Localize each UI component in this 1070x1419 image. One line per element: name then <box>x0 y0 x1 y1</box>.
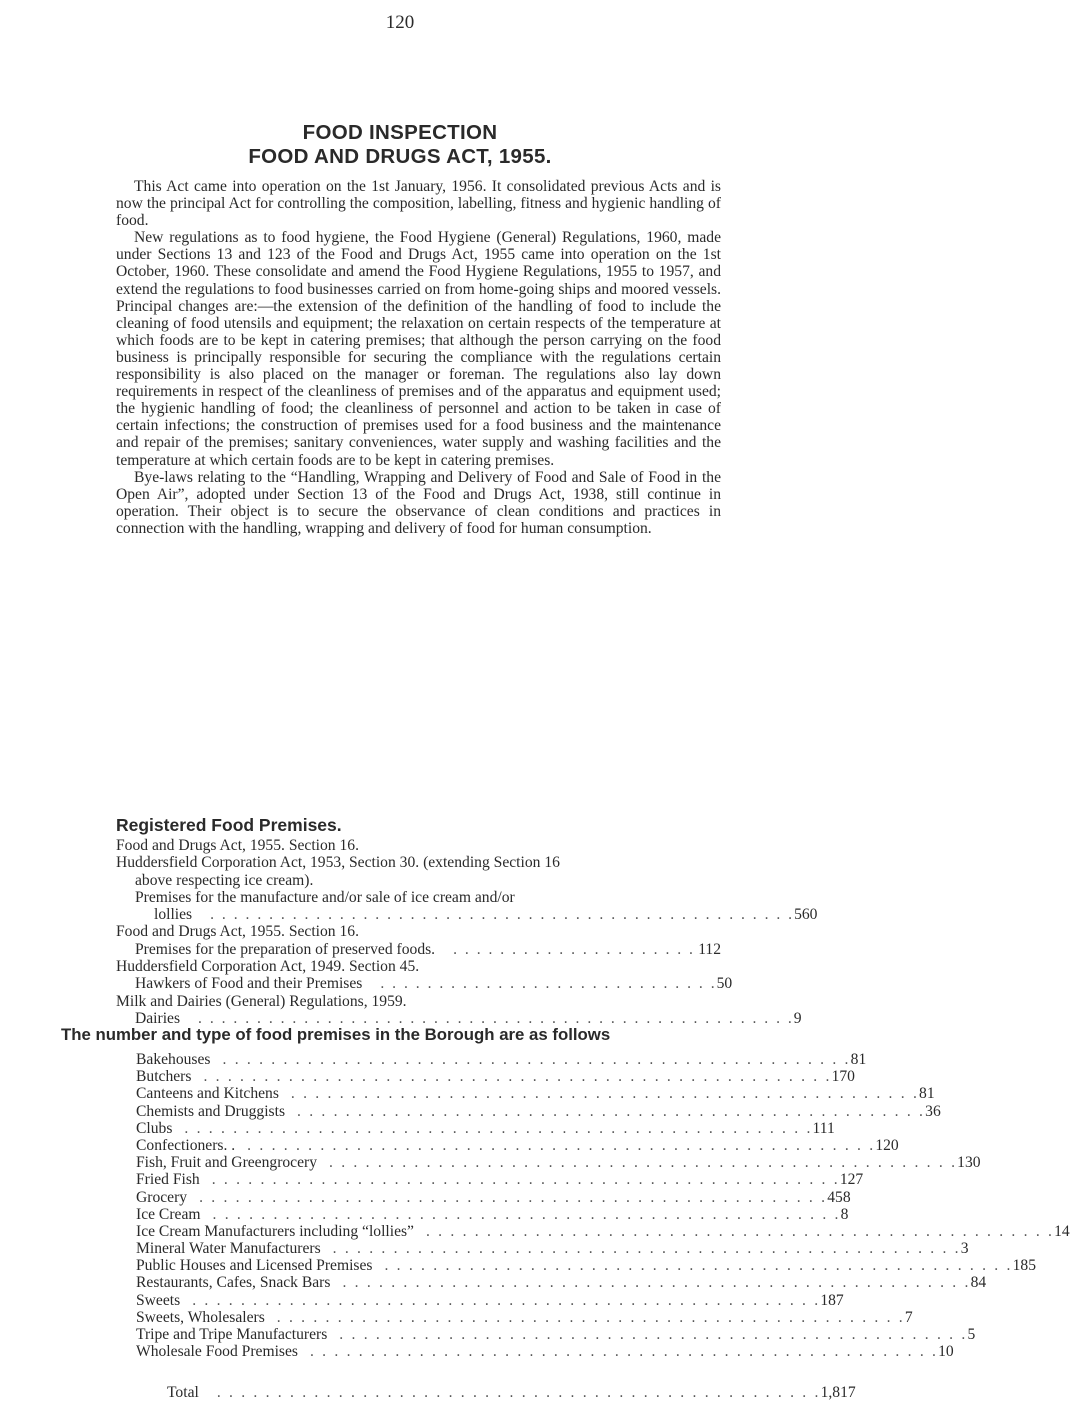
dot-leader: . . . . . . . . . . . . . . . . . . . . . . . . . . . . . . . . . . . . . . . . . . . . . . . . . . . . <box>199 1188 828 1206</box>
premises-type: Tripe and Tripe Manufacturers <box>136 1326 328 1343</box>
table-row <box>136 1274 987 1292</box>
row-label: Dairies <box>135 1009 181 1027</box>
premises-type: Clubs <box>136 1119 173 1137</box>
table-row <box>136 1308 913 1326</box>
paragraph: New regulations as to food hygiene, the Food Hygiene (General) Regulations, 1960, made under Sections 13 and 123 of the Food and Drugs Act, 1955 came into operation on the 1st October, 1960. These consolidate and amend the Food Hygiene Regulations, 1955 to 1957, and extend the regulations to food businesses carried on from home-going ships and moored vessels. Principal changes are:—the extension of the definition of the handling of food to include the cleaning of food utensils and equipment; the relaxation on certain respects of the temperature at which foods are to be kept in catering premises; that although the person carrying on the food business is principally responsible for securing the compliance with the regulations certain responsibility is also placed on the manager or foreman. The regulations also lay down requirements in respect of the cleanliness of premises and of the apparatus and equipment used; the hygienic handling of food; the cleanliness of personnel and action to be taken in case of certain infections; the construction of premises used for a food business and the maintenance and repair of the premises; sanitary conveniences, water supply and washing facilities and the temperature at which certain foods are to be kept in catering premises. <box>116 229 721 469</box>
dot-leader: . . . . . . . . . . . . . . . . . . . . . . . . . . . . . . . . . . . . . . . . . . . . . . . . . . . . <box>332 1240 961 1258</box>
page-number: 120 <box>385 12 415 33</box>
dot-leader: . . . . . . . . . . . . . . . . . . . . . . . . . . . . . . . . . . . . . . . . . . . . . . . . . . . . <box>184 1119 813 1137</box>
page-subtitle: FOOD AND DRUGS ACT, 1955. <box>248 145 552 168</box>
dot-leader: . . . . . . . . . . . . . . . . . . . . . . . . . . . . . . . . . . . . . . . . . . . . . . . . . . . . <box>309 1343 939 1361</box>
premises-type: Fish, Fruit and Greengrocery <box>136 1154 318 1172</box>
registered-premises-list <box>116 837 818 1027</box>
dot-leader: . . . . . . . . . . . . . . . . . . . . . . . . . . . . . . . . . . . . . . . . . . . . . . . . . . . . <box>339 1326 968 1343</box>
registered-premises-heading: Registered Food Premises. <box>116 815 342 835</box>
table-row <box>136 1326 976 1343</box>
dot-leader: . . . . . . . . . . . . . . . . . . . . . . . . . . . . . . . . . . . . . . . . . . . . . . . . . . <box>216 1384 821 1401</box>
table-row <box>136 1188 851 1206</box>
premises-count: 10 <box>938 1343 954 1361</box>
premises-type: Wholesale Food Premises <box>136 1343 298 1361</box>
premises-type: Bakehouses <box>136 1051 211 1068</box>
registered-row <box>116 906 818 924</box>
table-row <box>136 1102 941 1120</box>
premises-count: 84 <box>970 1274 987 1292</box>
premises-type: Restaurants, Cafes, Snack Bars <box>136 1274 331 1292</box>
table-row <box>136 1222 1070 1240</box>
premises-description: Premises for the manufacture and/or sale of ice cream and/or <box>135 888 515 906</box>
dot-leader: . . . . . . . . . . . . . . . . . . . . . . . . . . . . . . . . . . . . . . . . . . . . . . . . . . . . <box>222 1051 851 1068</box>
table-row <box>136 1068 855 1086</box>
body-text <box>116 178 721 537</box>
premises-count: 127 <box>839 1171 864 1189</box>
premises-count: 111 <box>812 1119 835 1137</box>
paragraph: Bye-laws relating to the “Handling, Wrapping and Delivery of Food and Sale of Food in the Open Air”, adopted under Section 13 of the Food and Drugs Act, 1938, still continue in operation. Their object is to secure the observance of clean conditions and practices in connection with the handling, wrapping and delivery of food for human consumption. <box>116 468 721 537</box>
dot-leader: . . . . . . . . . . . . . . . . . . . . . . . . . . . . . . . . . . . . . . . . . . . . . . . . . . . <box>198 1009 794 1027</box>
table-row <box>136 1291 844 1309</box>
premises-type: Ice Cream Manufacturers including “lollies” <box>136 1222 414 1240</box>
dot-leader: . . . . . . . . . . . . . . . . . . . . . . . . . . . . . . . . . . . . . . . . . . . . . . . . . . . . <box>297 1102 926 1120</box>
premises-type: Sweets <box>136 1291 181 1309</box>
table-row <box>136 1051 867 1068</box>
premises-count: 14 <box>1054 1222 1070 1240</box>
dot-leader: . . . . . . . . . . . . . . . . . . . . . . . . . . . . . . . . . . . . . . . . . . . . . . . . . . . . <box>384 1257 1013 1275</box>
row-label: Premises for the preparation of preserved foods. <box>135 940 436 958</box>
premises-type: Chemists and Druggists <box>136 1102 286 1120</box>
premises-type: Fried Fish <box>136 1171 200 1189</box>
row-value: 50 <box>716 975 733 993</box>
premises-count: 130 <box>957 1154 981 1172</box>
dot-leader: . . . . . . . . . . . . . . . . . . . . . . . . . . . . . . . . . . . . . . . . . . . . . . . . . . . . <box>342 1274 971 1292</box>
premises-type: Public Houses and Licensed Premises <box>136 1257 373 1275</box>
table-row <box>136 1119 835 1137</box>
row-value: 9 <box>793 1009 802 1027</box>
dot-leader: . . . . . . . . . . . . . . . . . . . . . . . . . . . . . . . . . . . . . . . . . . . . . . . . . . . . <box>247 1136 876 1154</box>
premises-type: Confectioners. . <box>136 1136 236 1154</box>
premises-count-table <box>136 1051 1070 1361</box>
act-reference: Milk and Dairies (General) Regulations, 1959. <box>116 992 407 1010</box>
act-reference: Food and Drugs Act, 1955. Section 16. <box>116 923 359 941</box>
premises-count: 81 <box>850 1051 867 1068</box>
dot-leader: . . . . . . . . . . . . . . . . . . . . . . . . . . . . . <box>380 975 717 993</box>
premises-count: 8 <box>840 1205 849 1223</box>
table-row <box>136 1257 1036 1275</box>
total-row <box>136 1384 856 1402</box>
premises-type: Sweets, Wholesalers <box>136 1308 265 1326</box>
premises-count: 170 <box>831 1068 855 1086</box>
premises-type: Butchers <box>136 1068 192 1086</box>
table-row <box>136 1085 935 1103</box>
premises-type: Canteens and Kitchens <box>136 1085 279 1103</box>
total-value: 1,817 <box>820 1384 856 1401</box>
act-reference: Huddersfield Corporation Act, 1953, Section 30. (extending Section 16 <box>116 854 560 872</box>
dot-leader: . . . . . . . . . . . . . . . . . . . . . . . . . . . . . . . . . . . . . . . . . . . . . . . . . . . . <box>290 1085 920 1103</box>
table-row <box>136 1240 969 1258</box>
premises-count: 187 <box>820 1291 844 1309</box>
premises-type: Mineral Water Manufacturers <box>136 1240 321 1258</box>
table-row <box>136 1171 864 1189</box>
act-reference-cont: above respecting ice cream). <box>135 871 314 889</box>
registered-row <box>116 975 733 993</box>
table-row <box>136 1343 954 1361</box>
dot-leader: . . . . . . . . . . . . . . . . . . . . . <box>453 940 695 958</box>
premises-count: 120 <box>875 1136 899 1154</box>
table-row <box>136 1136 899 1154</box>
row-value: 560 <box>794 906 818 924</box>
row-value: 112 <box>698 940 721 958</box>
paragraph: This Act came into operation on the 1st January, 1956. It consolidated previous Acts and is now the principal Act for controlling the composition, labelling, fitness and hygienic handling of food. <box>116 178 721 230</box>
dot-leader: . . . . . . . . . . . . . . . . . . . . . . . . . . . . . . . . . . . . . . . . . . . . . . . . . . <box>210 906 795 924</box>
premises-type: Grocery <box>136 1188 188 1206</box>
dot-leader: . . . . . . . . . . . . . . . . . . . . . . . . . . . . . . . . . . . . . . . . . . . . . . . . . . . . <box>329 1154 958 1172</box>
premises-count: 5 <box>967 1326 976 1343</box>
premises-count: 458 <box>827 1188 851 1206</box>
dot-leader: . . . . . . . . . . . . . . . . . . . . . . . . . . . . . . . . . . . . . . . . . . . . . . . . . . . . <box>203 1068 832 1086</box>
premises-count: 36 <box>925 1102 941 1120</box>
dot-leader: . . . . . . . . . . . . . . . . . . . . . . . . . . . . . . . . . . . . . . . . . . . . . . . . . . . . <box>212 1205 841 1223</box>
dot-leader: . . . . . . . . . . . . . . . . . . . . . . . . . . . . . . . . . . . . . . . . . . . . . . . . . . . . <box>425 1222 1055 1240</box>
premises-count: 81 <box>919 1085 935 1103</box>
row-label: Hawkers of Food and their Premises <box>135 975 363 993</box>
dot-leader: . . . . . . . . . . . . . . . . . . . . . . . . . . . . . . . . . . . . . . . . . . . . . . . . . . . . <box>192 1291 821 1309</box>
page-title: FOOD INSPECTION <box>302 121 498 144</box>
premises-count: 185 <box>1012 1257 1036 1275</box>
premises-count-heading: The number and type of food premises in the Borough are as follows <box>61 1025 611 1044</box>
table-row <box>136 1205 849 1223</box>
act-reference: Food and Drugs Act, 1955. Section 16. <box>116 837 359 854</box>
dot-leader: . . . . . . . . . . . . . . . . . . . . . . . . . . . . . . . . . . . . . . . . . . . . . . . . . . . . <box>211 1171 840 1189</box>
row-label: lollies <box>154 906 193 924</box>
registered-row <box>116 941 721 958</box>
total-label: Total <box>167 1384 199 1401</box>
dot-leader: . . . . . . . . . . . . . . . . . . . . . . . . . . . . . . . . . . . . . . . . . . . . . . . . . . . . <box>276 1308 905 1326</box>
premises-count: 3 <box>960 1240 969 1258</box>
table-row <box>136 1154 981 1172</box>
premises-type: Ice Cream <box>136 1205 201 1223</box>
act-reference: Huddersfield Corporation Act, 1949. Section 45. <box>116 958 420 976</box>
premises-count: 7 <box>904 1308 913 1326</box>
